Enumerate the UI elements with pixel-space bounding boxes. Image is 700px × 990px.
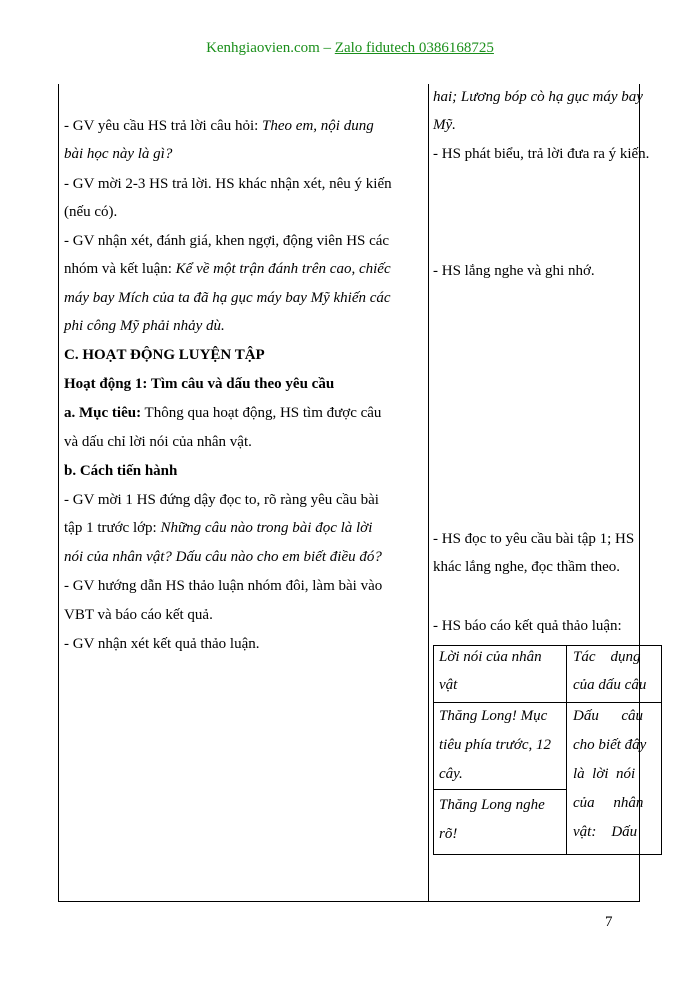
row1-cell-a: Thăng Long! Mục (439, 708, 548, 724)
student-line-7: - HS báo cáo kết quả thảo luận: (433, 618, 622, 634)
teacher-line-18: - GV hướng dẫn HS thảo luận nhóm đôi, làm bài vào (64, 578, 383, 594)
site-link[interactable]: Kenhgiaovien.com (206, 40, 320, 56)
page-number: 7 (605, 914, 613, 930)
teacher-line-17: nói của nhân vật? Dấu câu nào cho em biết điều đó? (64, 549, 382, 565)
teacher-line-16: tập 1 trước lớp: Những câu nào trong bài đọc là lời (64, 520, 373, 536)
row2-cell-a: Thăng Long nghe (439, 797, 545, 813)
teacher-line-1: - GV yêu cầu HS trả lời câu hỏi: Theo em, nội dung (64, 118, 374, 134)
teacher-line-19: VBT và báo cáo kết quả. (64, 607, 213, 623)
student-line-5: - HS đọc to yêu cầu bài tập 1; HS (433, 531, 635, 547)
header-cell-1a: Lời nói của nhân (439, 649, 542, 665)
objective-line-2: và dấu chỉ lời nói của nhân vật. (64, 434, 252, 450)
teacher-line-15: - GV mời 1 HS đứng dậy đọc to, rõ ràng yêu cầu bài (64, 492, 379, 508)
page-header (0, 40, 700, 57)
student-line-4: - HS lắng nghe và ghi nhớ. (433, 263, 595, 279)
results-table-header-divider (433, 702, 662, 703)
header-cell-2b: của dấu câu (573, 677, 647, 693)
student-line-2: Mỹ. (433, 117, 456, 133)
row1-cell-c: cây. (439, 766, 463, 782)
zalo-link[interactable]: Zalo fidutech 0386168725 (334, 40, 494, 56)
teacher-line-5: - GV nhận xét, đánh giá, khen ngợi, động viên HS các (64, 233, 390, 249)
header-cell-1b: vật (439, 677, 458, 693)
teacher-line-7: máy bay Mích của ta đã hạ gục máy bay Mỹ khiến các (64, 290, 391, 306)
effect-cell-3: là lời nói (573, 766, 636, 782)
effect-cell-1: Dấu câu (573, 708, 643, 724)
teacher-line-3: - GV mời 2-3 HS trả lời. HS khác nhận xét, nêu ý kiến (64, 176, 392, 192)
activity-heading: Hoạt động 1: Tìm câu và dấu theo yêu cầu (64, 376, 335, 392)
effect-cell-4: của nhân (573, 795, 644, 811)
section-heading: C. HOẠT ĐỘNG LUYỆN TẬP (64, 347, 265, 363)
row2-cell-b: rõ! (439, 826, 458, 842)
teacher-line-6: nhóm và kết luận: Kể về một trận đánh trên cao, chiếc (64, 261, 391, 277)
student-line-3: - HS phát biểu, trả lời đưa ra ý kiến. (433, 146, 650, 162)
header-cell-2a: Tác dụng (573, 649, 641, 665)
column-divider (428, 84, 429, 902)
objective-line-1: a. Mục tiêu: Thông qua hoạt động, HS tìm được câu (64, 405, 382, 421)
procedure-heading: b. Cách tiến hành (64, 463, 178, 479)
student-line-6: khác lắng nghe, đọc thầm theo. (433, 559, 621, 575)
effect-cell-2: cho biết đây (573, 737, 647, 753)
teacher-line-8: phi công Mỹ phải nhảy dù. (64, 318, 225, 334)
results-table-row-divider (433, 789, 567, 790)
effect-cell-5: vật: Dấu (573, 824, 638, 840)
teacher-line-2: bài học này là gì? (64, 146, 173, 162)
row1-cell-b: tiêu phía trước, 12 (439, 737, 552, 753)
teacher-line-4: (nếu có). (64, 204, 118, 220)
teacher-line-20: - GV nhận xét kết quả thảo luận. (64, 636, 260, 652)
student-line-1: hai; Lương bóp cò hạ gục máy bay (433, 89, 643, 105)
header-separator: – (319, 40, 335, 56)
results-table-col-divider (566, 645, 567, 855)
